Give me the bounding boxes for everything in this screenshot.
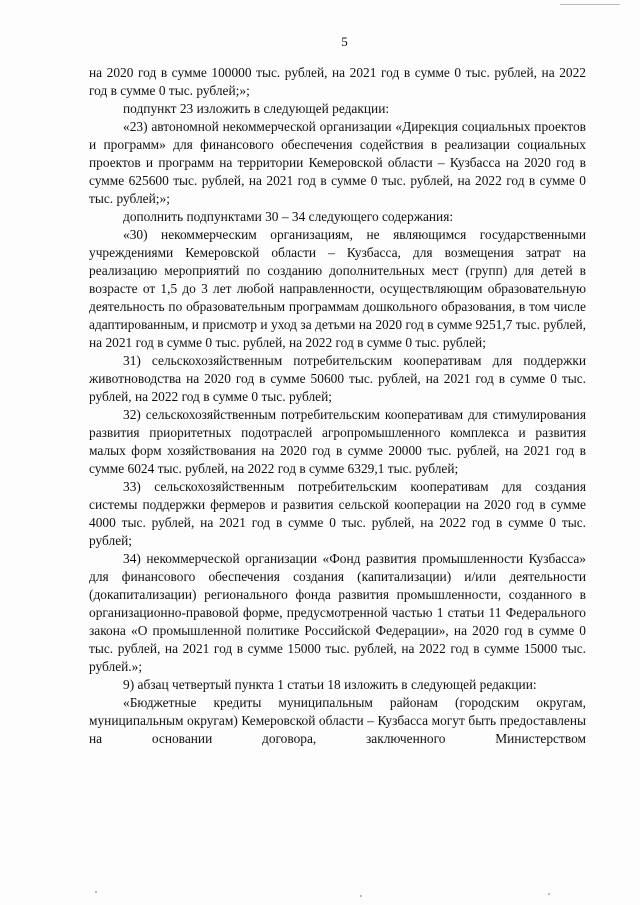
scan-artifact (548, 893, 550, 895)
paragraph-subpoint-34: 34) некоммерческой организации «Фонд развития промышленности Кузбасса» для финансового обеспечения создания (капитализации) и/или деятельности (докапитализации) регионального фонда развития промышленности, созданного в организационно-правовой форме, предусмотренной частью 1 статьи 11 Федерального закона «О промышленной политике Российской Федерации», на 2020 год в сумме 0 тыс. рублей, на 2021 год в сумме 15000 тыс. рублей, на 2022 год в сумме 15000 тыс. рублей.»; (89, 551, 586, 674)
scan-artifact (95, 891, 97, 893)
paragraph-add-subpoints: дополнить подпунктами 30 – 34 следующего содержания: (123, 209, 454, 224)
paragraph-subpoint-30: «30) некоммерческим организациям, не являющимся государственными учреждениями Кемеровской области – Кузбасса, для возмещения затрат на реализацию мероприятий по созданию дополнительных мест (групп) для детей в возрасте от 1,5 до 3 лет любой направленности, осуществляющим образовательную деятельность по образовательным программам дошкольного образования, в том числе адаптированным, и присмотр и уход за детьми на 2020 год в сумме 9251,7 тыс. рублей, на 2021 год в сумме 0 тыс. рублей, на 2022 год в сумме 0 тыс. рублей; (89, 227, 586, 350)
paragraph-point-9: 9) абзац четвертый пункта 1 статьи 18 изложить в следующей редакции: (123, 677, 537, 692)
scan-artifact (360, 895, 362, 897)
paragraph-subpoint-32: 32) сельскохозяйственным потребительским кооперативам для стимулирования развития приоритетных подотраслей агропромышленного комплекса и развития малых форм хозяйствования на 2020 год в сумме 20000 тыс. рублей, на 2021 год в сумме 6024 тыс. рублей, на 2022 год в сумме 6329,1 тыс. рублей; (89, 407, 586, 476)
paragraph-subpoint-31: 31) сельскохозяйственным потребительским кооперативам для поддержки животноводства на 2020 год в сумме 50600 тыс. рублей, на 2021 год в сумме 0 тыс. рублей, на 2022 год в сумме 0 тыс. рублей; (89, 353, 586, 404)
scan-artifact (560, 4, 620, 5)
page-number: 5 (341, 34, 348, 49)
paragraph-subpoint-23: «23) автономной некоммерческой организации «Дирекция социальных проектов и программ» для финансового обеспечения содействия в реализации социальных проектов и программ на территории Кемеровской области – Кузбасса на 2020 год в сумме 625600 тыс. рублей, на 2021 год в сумме 0 тыс. рублей, на 2022 год в сумме 0 тыс. рублей;»; (89, 119, 586, 206)
paragraph-subpoint-23-intro: подпункт 23 изложить в следующей редакции: (123, 101, 390, 116)
document-body (89, 64, 586, 748)
paragraph-continuation: на 2020 год в сумме 100000 тыс. рублей, на 2021 год в сумме 0 тыс. рублей, на 2022 год в сумме 0 тыс. рублей;»; (89, 65, 586, 98)
paragraph-subpoint-33: 33) сельскохозяйственным потребительским кооперативам для создания системы поддержки фермеров и развития сельской кооперации на 2020 год в сумме 4000 тыс. рублей, на 2021 год в сумме 0 тыс. рублей, на 2022 год в сумме 0 тыс. рублей; (89, 479, 586, 548)
paragraph-budget-credits: «Бюджетные кредиты муниципальным районам (городским округам, муниципальным округам) Кемеровской области – Кузбасса могут быть предоставлены на основании договора, заключенного Министерством (89, 695, 586, 746)
